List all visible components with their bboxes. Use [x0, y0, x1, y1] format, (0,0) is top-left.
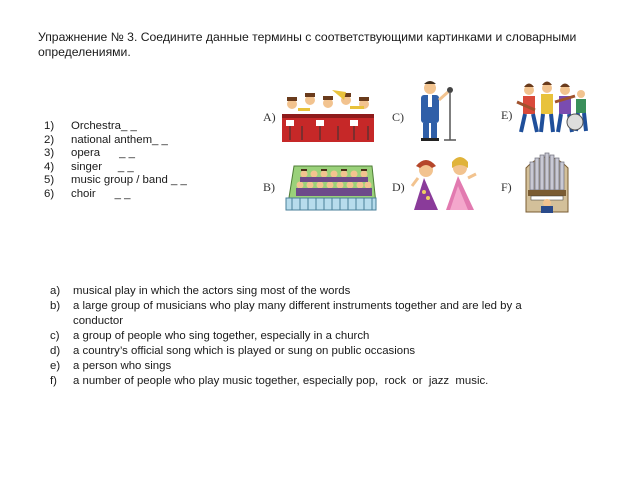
term-text: music group / band _ _ — [71, 174, 187, 187]
term-item — [44, 161, 187, 175]
band-illustration — [515, 80, 591, 134]
definition-item — [50, 299, 550, 329]
picture-letter-d: D) — [392, 180, 405, 194]
term-number: 4) — [44, 160, 55, 173]
definitions-list — [50, 284, 550, 389]
term-item — [44, 147, 187, 161]
term-number: 2) — [44, 133, 55, 146]
term-item — [44, 134, 187, 148]
term-number: 1) — [44, 120, 55, 132]
definition-letter: a) — [50, 285, 61, 297]
term-text: choir _ _ — [71, 187, 131, 200]
choir-illustration — [284, 152, 378, 212]
term-text: Orchestra_ _ — [71, 120, 137, 132]
definition-text: a large group of musicians who play many different instruments together and are led by a conductor — [73, 300, 522, 327]
definition-text: a person who sings — [73, 360, 172, 372]
term-number: 3) — [44, 147, 55, 160]
definition-text: a country’s official song which is played or sung on public occasions — [73, 345, 416, 357]
church-organ-illustration — [522, 148, 572, 214]
term-item — [44, 174, 187, 188]
definition-letter: d) — [50, 345, 61, 357]
definition-letter: f) — [50, 375, 57, 387]
definition-text: a group of people who sing together, especially in a church — [73, 330, 370, 342]
term-text: opera _ _ — [71, 147, 135, 160]
definition-item — [50, 344, 550, 359]
picture-letter-f: F) — [501, 180, 512, 194]
opera-illustration — [410, 152, 482, 212]
picture-letter-c: C) — [392, 110, 404, 124]
picture-letter-b: B) — [263, 180, 275, 194]
definition-item — [50, 374, 550, 389]
definition-item — [50, 284, 550, 299]
picture-letter-a: A) — [263, 110, 276, 124]
definition-letter: b) — [50, 300, 61, 312]
term-number: 6) — [44, 187, 55, 200]
exercise-title: Упражнение № 3. Соедините данные термины с соответствующими картинками и словарными определениями. — [38, 30, 577, 59]
orchestra-illustration — [280, 86, 376, 144]
definition-item — [50, 359, 550, 374]
definition-text: musical play in which the actors sing most of the words — [73, 285, 351, 297]
term-text: national anthem_ _ — [71, 133, 168, 146]
term-text: singer _ _ — [71, 160, 134, 173]
term-item — [44, 188, 187, 202]
picture-letter-e: E) — [501, 108, 513, 122]
definition-letter: e) — [50, 360, 61, 372]
term-item — [44, 120, 187, 134]
terms-list — [44, 120, 187, 202]
definition-text: a number of people who play music together, especially pop, rock or jazz music. — [73, 375, 489, 387]
definition-letter: c) — [50, 330, 60, 342]
definition-item — [50, 329, 550, 344]
singer-illustration — [412, 78, 462, 142]
term-number: 5) — [44, 174, 55, 187]
